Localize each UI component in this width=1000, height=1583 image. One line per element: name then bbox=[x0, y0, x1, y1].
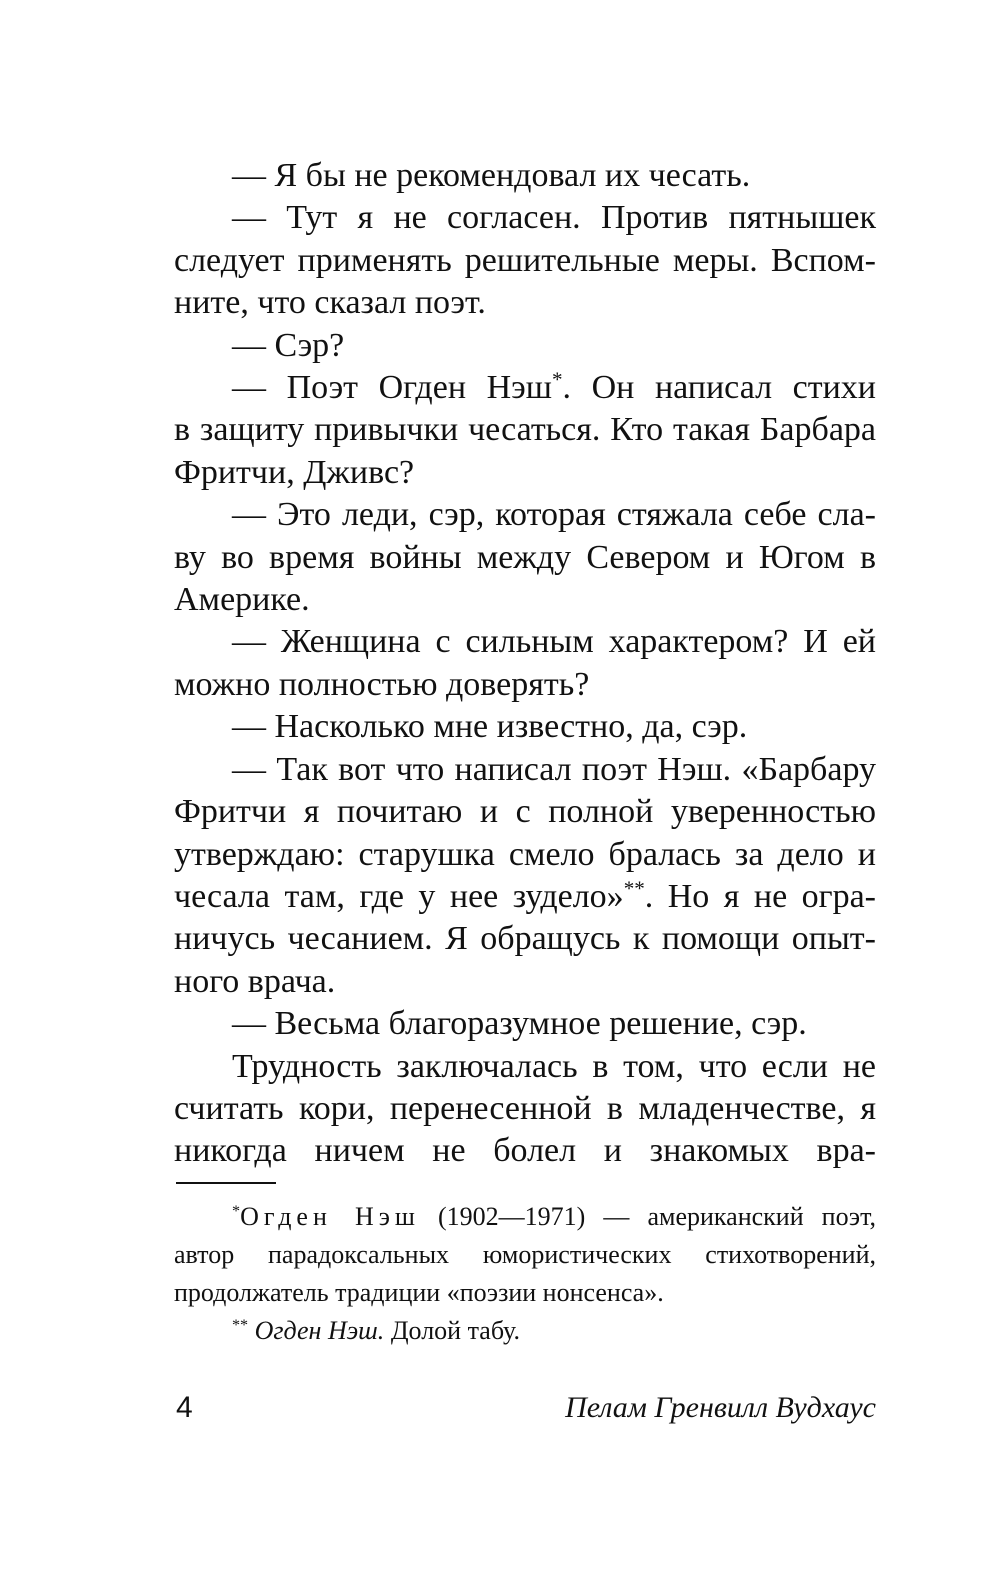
footnote-2-source: Огден Нэш. bbox=[254, 1316, 385, 1345]
paragraph-5: — Это леди, сэр, которая стяжала себе славу во время войны между Севером и Югом в Америке. bbox=[174, 496, 876, 619]
paragraph-1: — Я бы не рекомендовал их чесать. bbox=[232, 157, 751, 194]
paragraph-4 bbox=[174, 367, 876, 409]
footnote-1-mark: * bbox=[232, 1203, 241, 1221]
running-head-author: Пелам Гренвилл Вудхаус bbox=[565, 1391, 876, 1424]
paragraph-8-tail: . Но я не ограничусь чесанием. Я обращусь к помощи опытного врача. bbox=[174, 877, 876, 1000]
paragraph-3: — Сэр? bbox=[232, 326, 345, 364]
paragraph-8-quote: — Так вот что написал поэт Нэш. «Барбару Фритчи я почитаю и с полной уверенностью утверждаю: старушка смело бралась за дело и чесала там, где у нее зудело» bbox=[174, 750, 876, 915]
footnote-ref-2: ** bbox=[623, 876, 645, 901]
paragraph-4-tail: . Он написал стихи bbox=[562, 369, 876, 407]
page-number: 4 bbox=[176, 1391, 193, 1424]
footnote-2-text: Долой табу. bbox=[384, 1316, 520, 1345]
paragraph-4-continued: в защиту привычки чесаться. Кто такая Барбара Фритчи, Дживс? bbox=[174, 411, 876, 491]
footnote-divider bbox=[176, 1182, 276, 1184]
paragraph-6: — Женщина с сильным характером? И ей можно полностью доверять? bbox=[174, 623, 876, 703]
footnote-1-name: Огден Нэш bbox=[240, 1202, 420, 1231]
footnote-2-mark: ** bbox=[232, 1317, 249, 1335]
paragraph-10: Трудность заключалась в том, что если не считать кори, перенесенной в младенчестве, я никогда ничем не болел и знакомых вра- bbox=[174, 1047, 876, 1170]
footnote-1-text: (1902—1971) — американский поэт, автор парадоксальных юмористических стихотворений, продолжатель традиции «поэзии нонсенса». bbox=[174, 1202, 876, 1307]
paragraph-7: — Насколько мне известно, да, сэр. bbox=[232, 708, 748, 746]
main-text bbox=[174, 155, 876, 1173]
footnote-1 bbox=[174, 1198, 876, 1312]
paragraph-8 bbox=[174, 749, 876, 1003]
footnote-ref-1: * bbox=[551, 367, 563, 392]
footnotes bbox=[174, 1198, 876, 1350]
paragraph-4-start: — Поэт Огден Нэш bbox=[232, 369, 552, 407]
paragraph-9: — Весьма благоразумное решение, сэр. bbox=[232, 1005, 807, 1043]
paragraph-2: — Тут я не согласен. Против пятнышек следует применять решительные меры. Вспомните, что сказал поэт. bbox=[174, 199, 876, 322]
footnote-2 bbox=[174, 1312, 876, 1350]
